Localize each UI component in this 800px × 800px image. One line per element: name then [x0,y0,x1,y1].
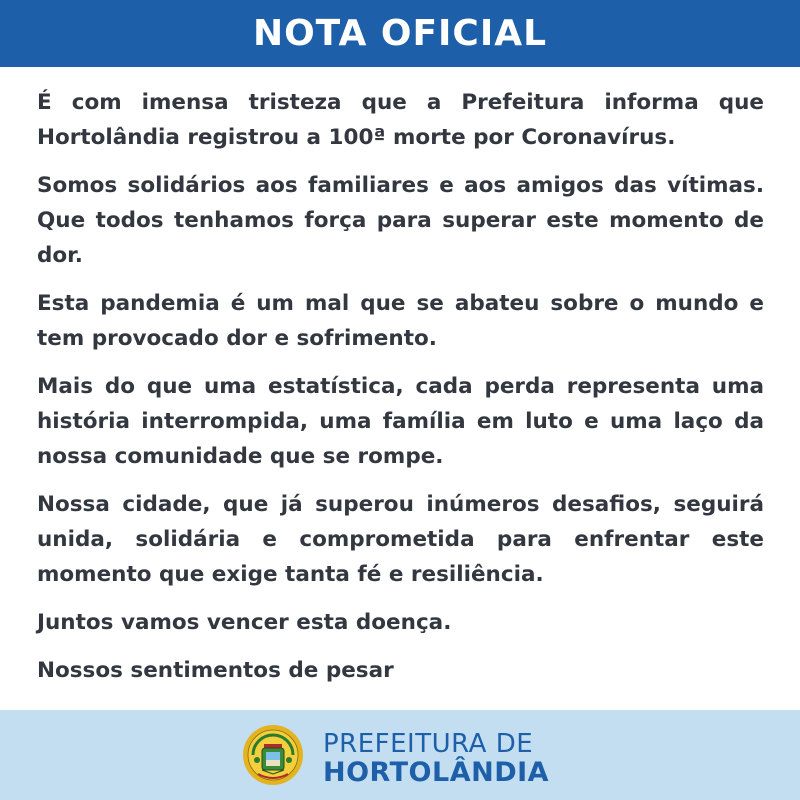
paragraph-6: Juntos vamos vencer esta doença. [37,610,452,635]
brand-wordmark [323,730,549,788]
statement-body [37,85,764,701]
paragraph-1: É com imensa tristeza que a Prefeitura informa que Hortolândia registrou a 100ª morte por Coronavírus. [37,90,764,150]
page-title: NOTA OFICIAL [252,13,548,54]
header-banner [0,0,800,67]
paragraph-5: Nossa cidade, que já superou inúmeros desafios, seguirá unida, solidária e comprometida para enfrentar este momento que exige tanta fé e resiliência. [37,492,764,587]
brand-line-1: PREFEITURA DE [323,729,534,759]
paragraph-7: Nossos sentimentos de pesar [37,658,394,683]
paragraph-4: Mais do que uma estatística, cada perda representa uma história interrompida, uma família em luto e uma laço da nossa comunidade que se rompe. [37,374,764,469]
hortolandia-seal-icon [242,724,304,786]
brand-line-2: HORTOLÂNDIA [323,757,550,788]
paragraph-2: Somos solidários aos familiares e aos amigos das vítimas. Que todos tenhamos força para superar este momento de dor. [37,173,764,268]
footer-bar [0,710,800,800]
paragraph-3: Esta pandemia é um mal que se abateu sobre o mundo e tem provocado dor e sofrimento. [37,291,764,351]
